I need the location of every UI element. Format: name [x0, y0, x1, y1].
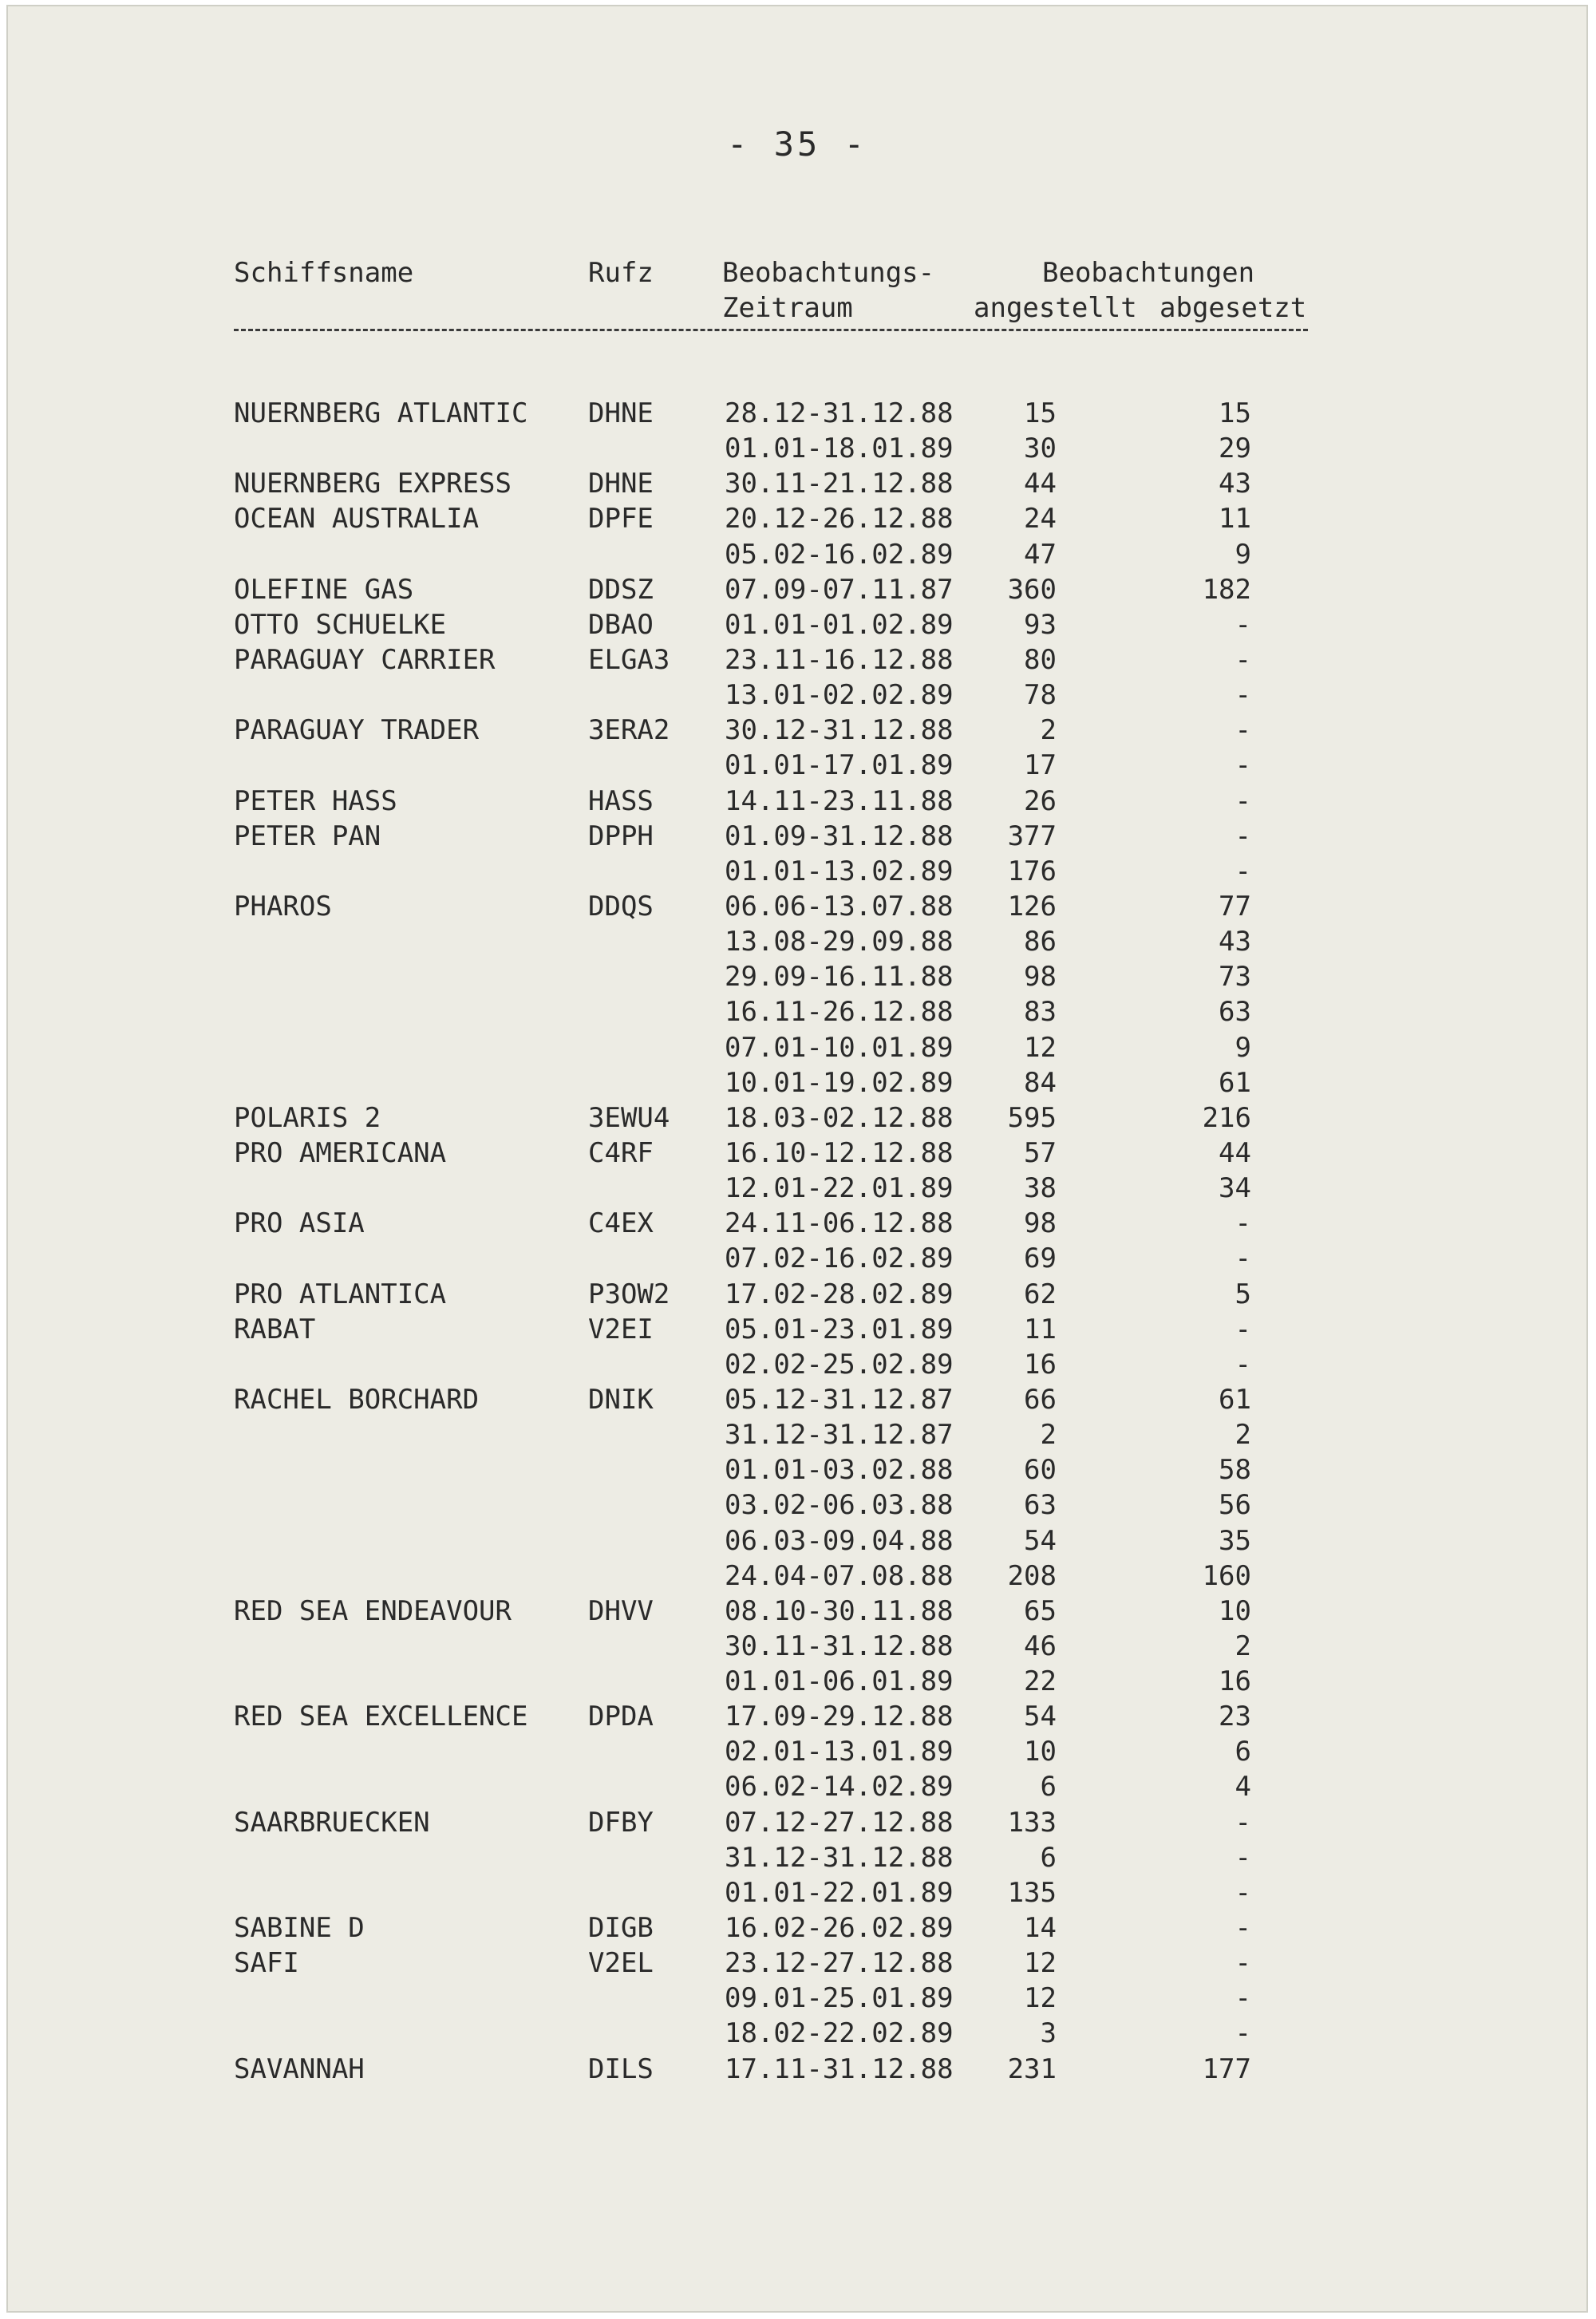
table-row	[8, 1875, 1586, 1910]
cell-abgesetzt: 15	[1219, 397, 1251, 429]
cell-schiffsname: SAARBRUECKEN	[234, 1806, 430, 1839]
cell-rufz: DHNE	[588, 468, 654, 500]
cell-zeitraum: 13.08-29.09.88	[725, 926, 954, 958]
cell-abgesetzt: 160	[1202, 1559, 1251, 1592]
table-row	[8, 1523, 1586, 1559]
cell-schiffsname: RACHEL BORCHARD	[234, 1383, 480, 1416]
cell-abgesetzt: -	[1235, 1876, 1251, 1909]
table-row	[8, 994, 1586, 1029]
cell-schiffsname: RABAT	[234, 1313, 316, 1345]
table-row	[8, 1840, 1586, 1875]
cell-angestellt: 15	[1024, 397, 1057, 429]
cell-angestellt: 231	[1007, 2052, 1057, 2085]
table-row	[8, 1452, 1586, 1487]
cell-rufz: HASS	[588, 784, 654, 817]
cell-zeitraum: 30.12-31.12.88	[725, 714, 954, 747]
table-row	[8, 1382, 1586, 1417]
cell-abgesetzt: -	[1235, 1348, 1251, 1381]
cell-schiffsname: PARAGUAY TRADER	[234, 714, 480, 747]
cell-abgesetzt: 182	[1202, 573, 1251, 606]
cell-angestellt: 6	[1040, 1841, 1057, 1874]
table-row	[8, 396, 1586, 431]
cell-angestellt: 12	[1024, 1982, 1057, 2015]
cell-abgesetzt: -	[1235, 1806, 1251, 1839]
cell-zeitraum: 29.09-16.11.88	[725, 961, 954, 994]
table-row	[8, 678, 1586, 713]
cell-angestellt: 26	[1024, 784, 1057, 817]
header-abgesetzt: abgesetzt	[1159, 292, 1307, 324]
cell-zeitraum: 02.01-13.01.89	[725, 1736, 954, 1768]
cell-abgesetzt: 77	[1219, 890, 1251, 922]
cell-angestellt: 63	[1024, 1489, 1057, 1522]
cell-angestellt: 98	[1024, 1207, 1057, 1240]
header-schiffsname: Schiffsname	[234, 257, 414, 289]
table-row	[8, 1030, 1586, 1065]
cell-angestellt: 10	[1024, 1736, 1057, 1768]
header-zeitraum-line1: Beobachtungs-	[722, 257, 935, 289]
table-row	[8, 1241, 1586, 1276]
table-row	[8, 431, 1586, 466]
cell-angestellt: 83	[1024, 996, 1057, 1029]
cell-abgesetzt: -	[1235, 855, 1251, 887]
cell-schiffsname: PRO ASIA	[234, 1207, 365, 1240]
header-zeitraum-line2: Zeitraum	[722, 292, 853, 324]
cell-rufz: DILS	[588, 2052, 654, 2085]
cell-abgesetzt: 34	[1219, 1172, 1251, 1205]
cell-abgesetzt: -	[1235, 1207, 1251, 1240]
cell-zeitraum: 07.02-16.02.89	[725, 1242, 954, 1275]
cell-abgesetzt: 216	[1202, 1101, 1251, 1134]
cell-angestellt: 54	[1024, 1524, 1057, 1557]
table-row	[8, 1981, 1586, 2016]
cell-abgesetzt: 177	[1202, 2052, 1251, 2085]
cell-abgesetzt: -	[1235, 1912, 1251, 1945]
cell-schiffsname: SAVANNAH	[234, 2052, 365, 2085]
cell-schiffsname: POLARIS 2	[234, 1101, 381, 1134]
cell-angestellt: 47	[1024, 538, 1057, 571]
cell-zeitraum: 16.11-26.12.88	[725, 996, 954, 1029]
cell-angestellt: 66	[1024, 1383, 1057, 1416]
cell-angestellt: 22	[1024, 1665, 1057, 1698]
table-body	[8, 396, 1586, 2087]
cell-rufz: ELGA3	[588, 643, 670, 676]
table-row	[8, 572, 1586, 607]
cell-abgesetzt: 73	[1219, 961, 1251, 994]
cell-rufz: DIGB	[588, 1912, 654, 1945]
table-row	[8, 889, 1586, 924]
cell-angestellt: 46	[1024, 1630, 1057, 1662]
table-row	[8, 1910, 1586, 1946]
cell-abgesetzt: 10	[1219, 1594, 1251, 1627]
cell-angestellt: 57	[1024, 1136, 1057, 1169]
cell-abgesetzt: -	[1235, 608, 1251, 641]
cell-schiffsname: PHAROS	[234, 890, 332, 922]
cell-rufz: DHVV	[588, 1594, 654, 1627]
cell-rufz: V2EI	[588, 1313, 654, 1345]
table-row	[8, 2052, 1586, 2087]
cell-schiffsname: RED SEA EXCELLENCE	[234, 1701, 528, 1733]
cell-rufz: 3ERA2	[588, 714, 670, 747]
cell-zeitraum: 31.12-31.12.88	[725, 1841, 954, 1874]
cell-zeitraum: 16.02-26.02.89	[725, 1912, 954, 1945]
table-row	[8, 1347, 1586, 1382]
cell-zeitraum: 03.02-06.03.88	[725, 1489, 954, 1522]
cell-abgesetzt: -	[1235, 749, 1251, 782]
cell-angestellt: 54	[1024, 1701, 1057, 1733]
cell-angestellt: 176	[1007, 855, 1057, 887]
cell-zeitraum: 01.01-01.02.89	[725, 608, 954, 641]
cell-angestellt: 3	[1040, 2017, 1057, 2050]
cell-schiffsname: PRO ATLANTICA	[234, 1278, 447, 1310]
table-row	[8, 959, 1586, 994]
header-angestellt: angestellt	[974, 292, 1137, 324]
cell-zeitraum: 16.10-12.12.88	[725, 1136, 954, 1169]
cell-angestellt: 126	[1007, 890, 1057, 922]
table-row	[8, 501, 1586, 536]
cell-angestellt: 62	[1024, 1278, 1057, 1310]
cell-angestellt: 60	[1024, 1454, 1057, 1487]
cell-abgesetzt: 6	[1235, 1736, 1251, 1768]
cell-schiffsname: NUERNBERG EXPRESS	[234, 468, 512, 500]
cell-zeitraum: 01.01-13.02.89	[725, 855, 954, 887]
table-row	[8, 1277, 1586, 1312]
cell-rufz: V2EL	[588, 1947, 654, 1980]
cell-angestellt: 2	[1040, 1419, 1057, 1452]
cell-abgesetzt: 2	[1235, 1630, 1251, 1662]
cell-rufz: DDSZ	[588, 573, 654, 606]
cell-rufz: 3EWU4	[588, 1101, 670, 1134]
cell-angestellt: 12	[1024, 1947, 1057, 1980]
cell-zeitraum: 18.02-22.02.89	[725, 2017, 954, 2050]
cell-angestellt: 135	[1007, 1876, 1057, 1909]
cell-abgesetzt: -	[1235, 1982, 1251, 2015]
cell-abgesetzt: 43	[1219, 926, 1251, 958]
cell-schiffsname: OLEFINE GAS	[234, 573, 414, 606]
cell-rufz: DHNE	[588, 397, 654, 429]
table-row	[8, 1769, 1586, 1804]
cell-abgesetzt: 5	[1235, 1278, 1251, 1310]
cell-angestellt: 80	[1024, 643, 1057, 676]
cell-zeitraum: 18.03-02.12.88	[725, 1101, 954, 1134]
cell-angestellt: 38	[1024, 1172, 1057, 1205]
table-row	[8, 1805, 1586, 1840]
table-row	[8, 819, 1586, 854]
cell-angestellt: 208	[1007, 1559, 1057, 1592]
header-rufz: Rufz	[588, 257, 654, 289]
document-page	[6, 5, 1588, 2313]
cell-schiffsname: PETER PAN	[234, 820, 381, 852]
cell-angestellt: 377	[1007, 820, 1057, 852]
cell-zeitraum: 17.11-31.12.88	[725, 2052, 954, 2085]
cell-zeitraum: 05.02-16.02.89	[725, 538, 954, 571]
cell-rufz: DBAO	[588, 608, 654, 641]
table-row	[8, 1734, 1586, 1769]
table-row	[8, 1699, 1586, 1734]
cell-angestellt: 6	[1040, 1771, 1057, 1803]
cell-abgesetzt: 35	[1219, 1524, 1251, 1557]
cell-abgesetzt: 44	[1219, 1136, 1251, 1169]
cell-abgesetzt: 2	[1235, 1419, 1251, 1452]
table-row	[8, 466, 1586, 501]
cell-zeitraum: 24.11-06.12.88	[725, 1207, 954, 1240]
cell-abgesetzt: 61	[1219, 1066, 1251, 1099]
cell-schiffsname: PRO AMERICANA	[234, 1136, 447, 1169]
cell-schiffsname: NUERNBERG ATLANTIC	[234, 397, 528, 429]
table-row	[8, 1065, 1586, 1100]
cell-angestellt: 65	[1024, 1594, 1057, 1627]
cell-abgesetzt: -	[1235, 679, 1251, 712]
cell-abgesetzt: 11	[1219, 503, 1251, 535]
cell-abgesetzt: -	[1235, 1313, 1251, 1345]
cell-rufz: DPDA	[588, 1701, 654, 1733]
cell-angestellt: 2	[1040, 714, 1057, 747]
cell-abgesetzt: 56	[1219, 1489, 1251, 1522]
table-row	[8, 1100, 1586, 1136]
table-row	[8, 713, 1586, 748]
table-row	[8, 1136, 1586, 1171]
cell-angestellt: 12	[1024, 1031, 1057, 1064]
cell-zeitraum: 06.06-13.07.88	[725, 890, 954, 922]
cell-abgesetzt: -	[1235, 714, 1251, 747]
cell-abgesetzt: -	[1235, 643, 1251, 676]
cell-zeitraum: 02.02-25.02.89	[725, 1348, 954, 1381]
cell-angestellt: 44	[1024, 468, 1057, 500]
cell-zeitraum: 05.12-31.12.87	[725, 1383, 954, 1416]
cell-zeitraum: 05.01-23.01.89	[725, 1313, 954, 1345]
cell-angestellt: 133	[1007, 1806, 1057, 1839]
table-row	[8, 924, 1586, 959]
cell-angestellt: 86	[1024, 926, 1057, 958]
cell-zeitraum: 01.01-22.01.89	[725, 1876, 954, 1909]
cell-schiffsname: RED SEA ENDEAVOUR	[234, 1594, 512, 1627]
cell-abgesetzt: 61	[1219, 1383, 1251, 1416]
cell-angestellt: 30	[1024, 433, 1057, 465]
cell-schiffsname: PARAGUAY CARRIER	[234, 643, 496, 676]
cell-zeitraum: 06.02-14.02.89	[725, 1771, 954, 1803]
cell-abgesetzt: 23	[1219, 1701, 1251, 1733]
table-row	[8, 642, 1586, 678]
cell-zeitraum: 23.12-27.12.88	[725, 1947, 954, 1980]
cell-rufz: P3OW2	[588, 1278, 670, 1310]
cell-zeitraum: 10.01-19.02.89	[725, 1066, 954, 1099]
cell-angestellt: 84	[1024, 1066, 1057, 1099]
cell-zeitraum: 31.12-31.12.87	[725, 1419, 954, 1452]
cell-angestellt: 11	[1024, 1313, 1057, 1345]
cell-rufz: C4EX	[588, 1207, 654, 1240]
cell-zeitraum: 13.01-02.02.89	[725, 679, 954, 712]
table-row	[8, 748, 1586, 783]
cell-zeitraum: 07.01-10.01.89	[725, 1031, 954, 1064]
cell-zeitraum: 09.01-25.01.89	[725, 1982, 954, 2015]
cell-angestellt: 360	[1007, 573, 1057, 606]
cell-zeitraum: 17.02-28.02.89	[725, 1278, 954, 1310]
cell-angestellt: 98	[1024, 961, 1057, 994]
cell-zeitraum: 24.04-07.08.88	[725, 1559, 954, 1592]
cell-zeitraum: 01.01-06.01.89	[725, 1665, 954, 1698]
page-number: - 35 -	[727, 124, 867, 164]
cell-rufz: DPPH	[588, 820, 654, 852]
cell-schiffsname: PETER HASS	[234, 784, 397, 817]
cell-rufz: C4RF	[588, 1136, 654, 1169]
cell-abgesetzt: 58	[1219, 1454, 1251, 1487]
cell-abgesetzt: 29	[1219, 433, 1251, 465]
cell-zeitraum: 01.01-18.01.89	[725, 433, 954, 465]
cell-zeitraum: 14.11-23.11.88	[725, 784, 954, 817]
cell-abgesetzt: 4	[1235, 1771, 1251, 1803]
cell-abgesetzt: 9	[1235, 1031, 1251, 1064]
table-row	[8, 1312, 1586, 1347]
cell-rufz: DDQS	[588, 890, 654, 922]
table-row	[8, 2016, 1586, 2051]
cell-angestellt: 78	[1024, 679, 1057, 712]
table-row	[8, 1417, 1586, 1452]
cell-zeitraum: 12.01-22.01.89	[725, 1172, 954, 1205]
table-row	[8, 1206, 1586, 1241]
cell-rufz: DFBY	[588, 1806, 654, 1839]
cell-abgesetzt: -	[1235, 1841, 1251, 1874]
cell-rufz: DPFE	[588, 503, 654, 535]
cell-zeitraum: 28.12-31.12.88	[725, 397, 954, 429]
cell-abgesetzt: 43	[1219, 468, 1251, 500]
table-row	[8, 537, 1586, 572]
table-row	[8, 1946, 1586, 1981]
cell-abgesetzt: -	[1235, 820, 1251, 852]
cell-abgesetzt: -	[1235, 1947, 1251, 1980]
cell-zeitraum: 30.11-21.12.88	[725, 468, 954, 500]
cell-zeitraum: 08.10-30.11.88	[725, 1594, 954, 1627]
cell-zeitraum: 23.11-16.12.88	[725, 643, 954, 676]
cell-zeitraum: 17.09-29.12.88	[725, 1701, 954, 1733]
cell-angestellt: 69	[1024, 1242, 1057, 1275]
cell-angestellt: 17	[1024, 749, 1057, 782]
cell-schiffsname: SAFI	[234, 1947, 299, 1980]
cell-schiffsname: SABINE D	[234, 1912, 365, 1945]
cell-zeitraum: 20.12-26.12.88	[725, 503, 954, 535]
cell-zeitraum: 07.09-07.11.87	[725, 573, 954, 606]
cell-abgesetzt: 63	[1219, 996, 1251, 1029]
cell-schiffsname: OCEAN AUSTRALIA	[234, 503, 480, 535]
cell-abgesetzt: 9	[1235, 538, 1251, 571]
table-row	[8, 1664, 1586, 1699]
cell-abgesetzt: 16	[1219, 1665, 1251, 1698]
cell-zeitraum: 01.09-31.12.88	[725, 820, 954, 852]
cell-angestellt: 24	[1024, 503, 1057, 535]
header-beobachtungen: Beobachtungen	[1042, 257, 1255, 289]
table-row	[8, 784, 1586, 819]
cell-angestellt: 595	[1007, 1101, 1057, 1134]
cell-zeitraum: 30.11-31.12.88	[725, 1630, 954, 1662]
cell-angestellt: 16	[1024, 1348, 1057, 1381]
cell-rufz: DNIK	[588, 1383, 654, 1416]
cell-abgesetzt: -	[1235, 1242, 1251, 1275]
table-row	[8, 607, 1586, 642]
cell-zeitraum: 07.12-27.12.88	[725, 1806, 954, 1839]
table-row	[8, 1559, 1586, 1594]
table-row	[8, 854, 1586, 889]
cell-zeitraum: 01.01-17.01.89	[725, 749, 954, 782]
header-divider	[234, 329, 1308, 331]
cell-zeitraum: 01.01-03.02.88	[725, 1454, 954, 1487]
cell-abgesetzt: -	[1235, 2017, 1251, 2050]
table-row	[8, 1594, 1586, 1629]
cell-schiffsname: OTTO SCHUELKE	[234, 608, 447, 641]
cell-angestellt: 93	[1024, 608, 1057, 641]
table-row	[8, 1487, 1586, 1523]
cell-abgesetzt: -	[1235, 784, 1251, 817]
table-row	[8, 1629, 1586, 1664]
table-row	[8, 1171, 1586, 1206]
cell-angestellt: 14	[1024, 1912, 1057, 1945]
cell-zeitraum: 06.03-09.04.88	[725, 1524, 954, 1557]
